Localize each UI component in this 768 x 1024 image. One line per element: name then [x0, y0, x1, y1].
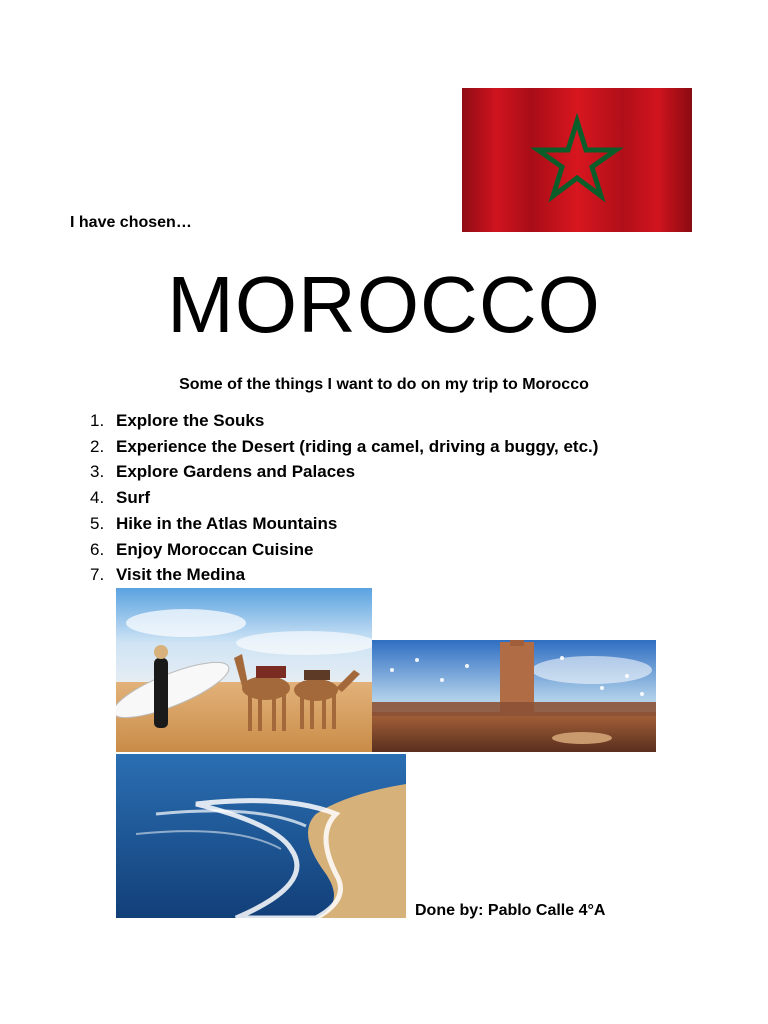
list-item: [90, 562, 598, 588]
list-text: Enjoy Moroccan Cuisine: [116, 539, 314, 559]
list-number: 6.: [90, 539, 105, 559]
wishlist: [90, 408, 598, 588]
list-item: [90, 459, 598, 485]
list-item: [90, 408, 598, 434]
page-title: MOROCCO: [167, 260, 601, 349]
list-number: 1.: [90, 411, 105, 430]
list-text: Explore the Souks: [116, 411, 265, 430]
wishlist-heading: Some of the things I want to do on my trip to Morocco: [179, 376, 589, 393]
list-number: 3.: [90, 462, 105, 482]
list-text: Visit the Medina: [116, 565, 246, 585]
list-number: 7.: [90, 565, 105, 585]
list-text: Hike in the Atlas Mountains: [116, 513, 338, 533]
list-text: Surf: [116, 488, 150, 508]
list-number: 2.: [90, 436, 105, 456]
list-number: 5.: [90, 513, 105, 533]
list-text: Experience the Desert (riding a camel, driving a buggy, etc.): [116, 436, 599, 456]
list-text: Explore Gardens and Palaces: [116, 462, 356, 482]
list-item: [90, 511, 598, 537]
list-item: [90, 537, 598, 563]
intro-text: I have chosen…: [70, 214, 192, 231]
flag-icon: [462, 88, 692, 232]
moroccan-flag-image: [462, 88, 692, 232]
list-number: 4.: [90, 488, 105, 508]
list-item: [90, 434, 598, 460]
author-credit: Done by: Pablo Calle 4°A: [415, 902, 606, 919]
coast-photo: [116, 754, 406, 918]
desert-photo: [116, 588, 372, 752]
mosque-photo: [372, 640, 656, 752]
list-item: [90, 485, 598, 511]
